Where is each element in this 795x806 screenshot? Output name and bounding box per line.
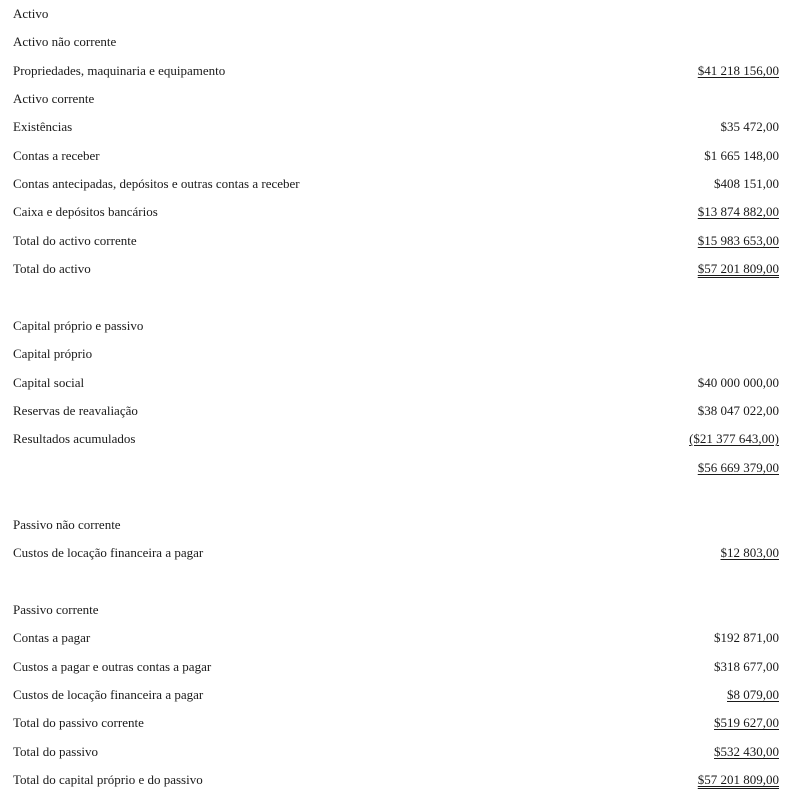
row-label: Caixa e depósitos bancários: [13, 204, 158, 219]
row-label: Contas antecipadas, depósitos e outras contas a receber: [13, 176, 300, 191]
statement-row: [13, 231, 779, 251]
row-amount: $8 079,00: [727, 687, 779, 702]
row-label: Passivo corrente: [13, 602, 99, 617]
statement-row: [13, 373, 779, 393]
statement-row: [13, 515, 779, 535]
row-label: Propriedades, maquinaria e equipamento: [13, 63, 226, 78]
row-label: Total do capital próprio e do passivo: [13, 772, 203, 787]
statement-row: [13, 685, 779, 705]
statement-row: [13, 4, 779, 24]
row-amount: $57 201 809,00: [697, 261, 779, 276]
row-label: Capital próprio e passivo: [13, 318, 144, 333]
row-amount: $56 669 379,00: [697, 460, 779, 475]
row-amount: $41 218 156,00: [697, 63, 779, 78]
row-amount: $15 983 653,00: [697, 233, 779, 248]
statement-row: [13, 770, 779, 790]
statement-row: [13, 657, 779, 677]
statement-row: [13, 401, 779, 421]
statement-row: [13, 89, 779, 109]
statement-row: [13, 344, 779, 364]
statement-row: [13, 259, 779, 279]
statement-row: [13, 202, 779, 222]
statement-row: [13, 146, 779, 166]
row-label: Reservas de reavaliação: [13, 403, 138, 418]
statement-row: [13, 61, 779, 81]
row-amount: $57 201 809,00: [697, 772, 779, 787]
row-label: Total do activo corrente: [13, 233, 137, 248]
row-label: Total do passivo: [13, 744, 99, 759]
row-label: Total do activo: [13, 261, 91, 276]
row-label: Activo: [13, 6, 49, 21]
row-label: Capital próprio: [13, 346, 93, 361]
row-amount: $532 430,00: [714, 744, 779, 759]
row-amount: ($21 377 643,00): [689, 431, 779, 446]
statement-row: [13, 628, 779, 648]
row-amount: $35 472,00: [720, 119, 779, 134]
row-amount: $38 047 022,00: [697, 403, 779, 418]
row-label: Contas a pagar: [13, 630, 91, 645]
statement-row: [13, 543, 779, 563]
row-amount: $519 627,00: [714, 715, 779, 730]
row-label: Capital social: [13, 375, 85, 390]
statement-row: [13, 713, 779, 733]
statement-row: [13, 316, 779, 336]
row-label: Activo corrente: [13, 91, 95, 106]
row-label: Contas a receber: [13, 148, 100, 163]
row-label: Activo não corrente: [13, 34, 117, 49]
row-label: Custos de locação financeira a pagar: [13, 687, 204, 702]
row-amount: $1 665 148,00: [704, 148, 779, 163]
row-label: Custos de locação financeira a pagar: [13, 545, 204, 560]
row-label: Custos a pagar e outras contas a pagar: [13, 659, 212, 674]
row-label: Resultados acumulados: [13, 431, 136, 446]
row-label: Existências: [13, 119, 73, 134]
statement-row: [13, 117, 779, 137]
statement-row: [13, 429, 779, 449]
row-amount: $192 871,00: [714, 630, 779, 645]
row-amount: $408 151,00: [714, 176, 779, 191]
row-label: Passivo não corrente: [13, 517, 121, 532]
statement-row: [13, 174, 779, 194]
statement-row: [13, 458, 779, 478]
row-amount: $12 803,00: [720, 545, 779, 560]
statement-row: [13, 742, 779, 762]
row-label: Total do passivo corrente: [13, 715, 144, 730]
statement-row: [13, 32, 779, 52]
row-amount: $40 000 000,00: [697, 375, 779, 390]
row-amount: $13 874 882,00: [697, 204, 779, 219]
statement-row: [13, 600, 779, 620]
row-amount: $318 677,00: [714, 659, 779, 674]
